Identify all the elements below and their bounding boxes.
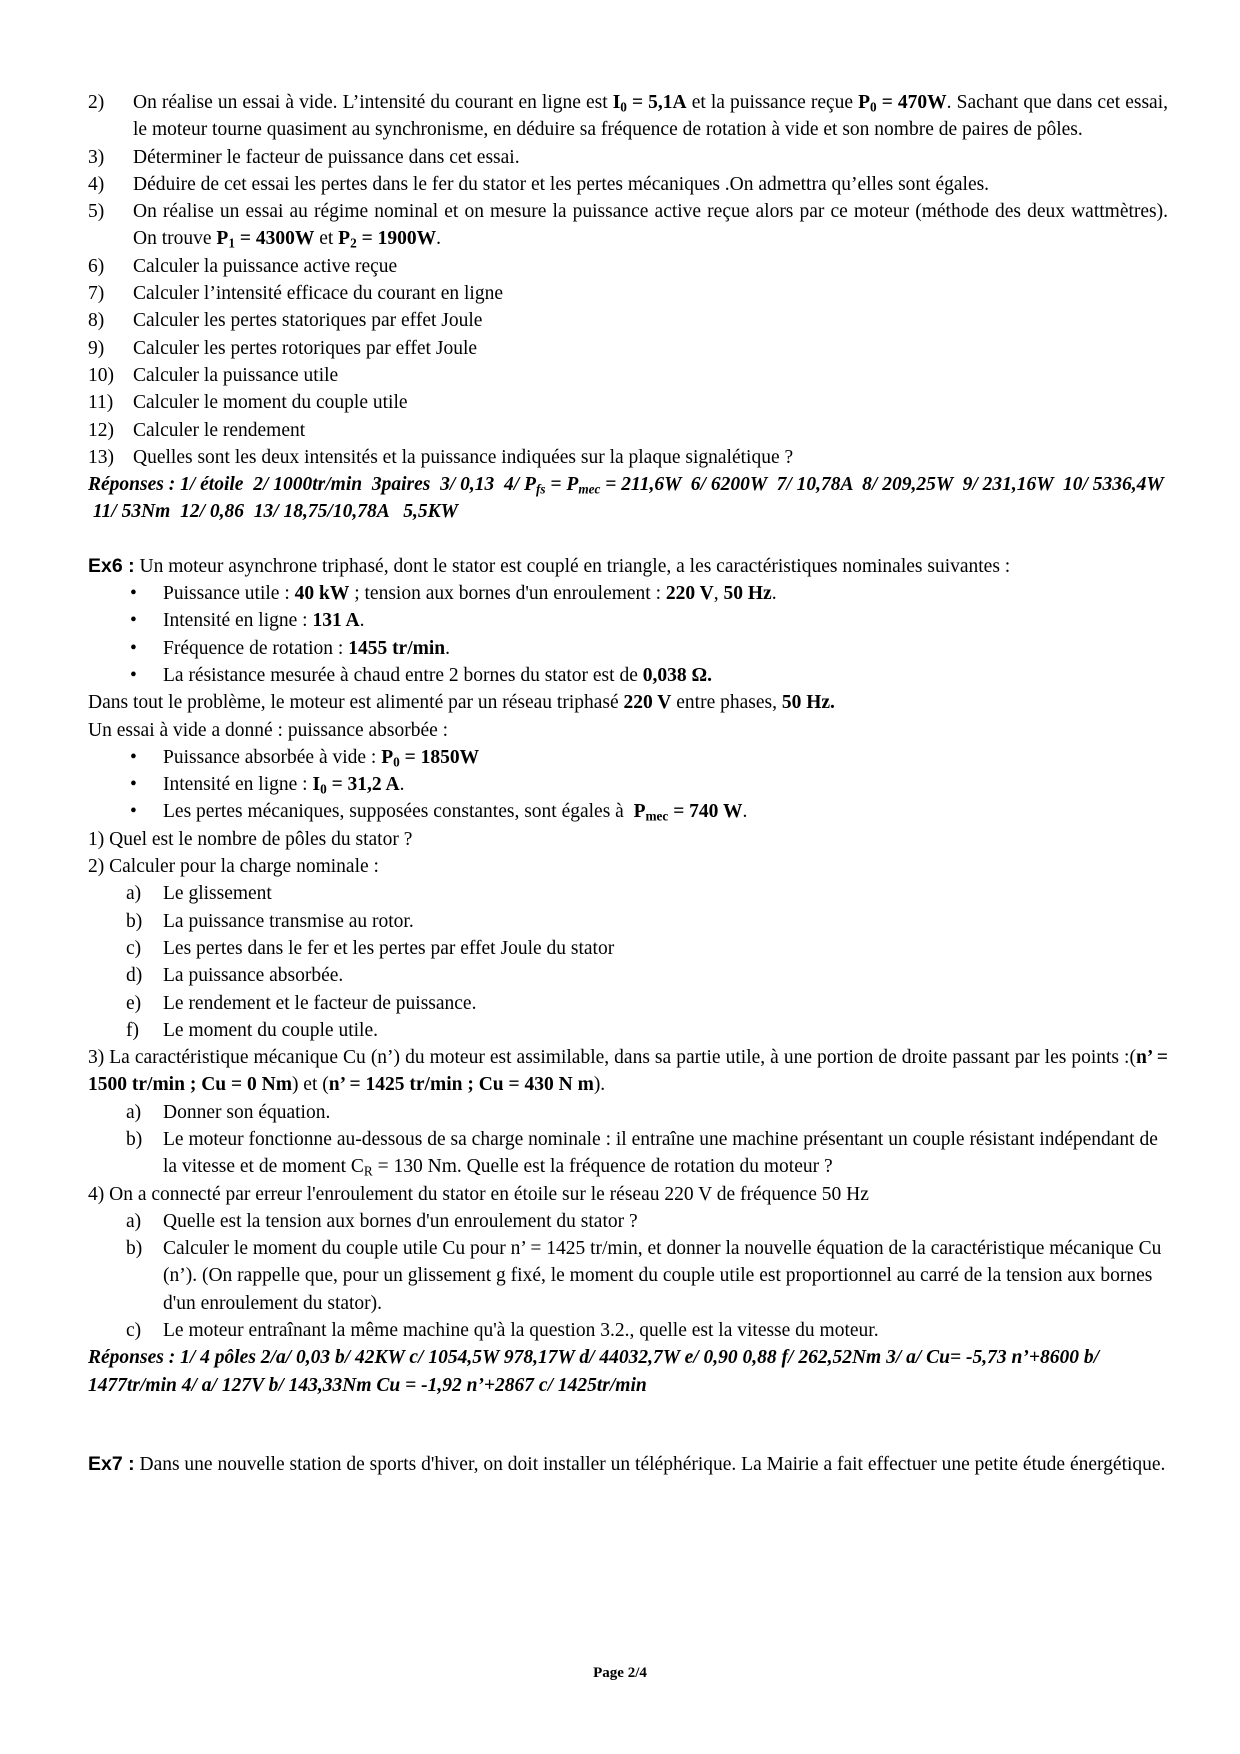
question-7: 7) Calculer l’intensité efficace du courant en ligne: [88, 283, 503, 305]
question-3: 3) Déterminer le facteur de puissance dans cet essai.: [88, 146, 520, 168]
question-11: 11) Calculer le moment du couple utile: [88, 392, 408, 414]
question-12: 12) Calculer le rendement: [88, 419, 306, 441]
ex6-network-line: Dans tout le problème, le moteur est alimenté par un réseau triphasé 220 V entre phases, 50 Hz.: [88, 692, 835, 714]
question-6: 6) Calculer la puissance active reçue: [88, 255, 398, 277]
ex6-label: Ex6 :: [88, 554, 135, 577]
ex6-q4-b: b) Calculer le moment du couple utile Cu pour n’ = 1425 tr/min, et donner la nouvelle équation de la caractéristique mécanique Cu (n’). (On rappelle que, pour un glissement g fixé, le moment du couple utile est proportionnel au carré de la tension aux bornes d'un enroulement du stator).: [126, 1238, 1162, 1314]
ex7-intro: Ex7 : Dans une nouvelle station de sports d'hiver, on doit installer un téléphérique. La Mairie a fait effectuer une petite étude énergétique.: [88, 1452, 1166, 1475]
bullet-icon: •: [130, 583, 137, 605]
question-13: 13) Quelles sont les deux intensités et la puissance indiquées sur la plaque signalétique ?: [88, 446, 794, 468]
question-8: 8) Calculer les pertes statoriques par effet Joule: [88, 310, 483, 332]
ex6-q4-c: c) Le moteur entraînant la même machine qu'à la question 3.2., quelle est la vitesse du moteur.: [126, 1320, 879, 1342]
ex6-q2: 2) Calculer pour la charge nominale :: [88, 856, 379, 878]
ex6-bullet-3: • Fréquence de rotation : 1455 tr/min.: [88, 635, 1168, 662]
ex6-bullet-2: • Intensité en ligne : 131 A.: [88, 607, 1168, 634]
ex6-bullet2-2: • Intensité en ligne : $I_0 = 31,2$ A.: [88, 771, 1168, 798]
ex6-q4-a: a) Quelle est la tension aux bornes d'un enroulement du stator ?: [126, 1210, 638, 1232]
question-5: 5) On réalise un essai au régime nominal et on mesure la puissance active reçue alors par ce moteur (méthode des deux wattmètres). On trouve $P_1 = 4300W$ et $P_2 = 1900W$.: [88, 201, 1168, 251]
bullet-icon: •: [130, 801, 137, 823]
ex6-q3-b: b) Le moteur fonctionne au-dessous de sa charge nominale : il entraîne une machine présentant un couple résistant indépendant de la vitesse et de moment $C_R = 130$ Nm. Quelle est la fréquence de rotation du moteur ?: [126, 1128, 1158, 1179]
bullet-icon: •: [130, 637, 137, 659]
ex6-q2-c: c) Les pertes dans le fer et les pertes par effet Joule du stator: [126, 937, 615, 959]
ex6-q2-d: d) La puissance absorbée.: [126, 965, 344, 987]
document-page: [88, 89, 1168, 1478]
ex6-q3: 3) La caractéristique mécanique Cu (n’) du moteur est assimilable, dans sa partie utile, à une portion de droite passant par les points :(n’ = 1500 tr/min ; Cu = 0 Nm) et (n’ = 1425 tr/min ; Cu = 430 N m).: [88, 1047, 1168, 1096]
ex6-bullet2-3: • Les pertes mécaniques, supposées constantes, sont égales à $P_{mec} = 740$ W.: [88, 798, 1168, 825]
ex6-intro: Ex6 : Un moteur asynchrone triphasé, dont le stator est couplé en triangle, a les caractéristiques nominales suivantes :: [88, 554, 1011, 577]
question-9: 9) Calculer les pertes rotoriques par effet Joule: [88, 337, 478, 359]
bullet-icon: •: [130, 610, 137, 632]
question-4: 4) Déduire de cet essai les pertes dans le fer du stator et les pertes mécaniques .On admettra qu’elles sont égales.: [88, 173, 990, 195]
page-footer: Page 2/4: [593, 1665, 647, 1681]
ex6-q4: 4) On a connecté par erreur l'enroulement du stator en étoile sur le réseau 220 V de fréquence 50 Hz: [88, 1183, 869, 1205]
bullet-icon: •: [130, 664, 137, 686]
ex6-bullet2-1: • Puissance absorbée à vide : $P_0 = 1850W$: [88, 744, 1168, 771]
bullet-icon: •: [130, 774, 137, 796]
ex6-q2-a: a) Le glissement: [126, 883, 272, 905]
ex6-q2-e: e) Le rendement et le facteur de puissance.: [126, 992, 477, 1014]
bullet-icon: •: [130, 746, 137, 768]
question-2: 2) On réalise un essai à vide. L’intensité du courant en ligne est $I_0 = 5,1A$ et la puissance reçue $P_0 = 470W$. Sachant que dans cet essai, le moteur tourne quasiment au synchronisme, en déduire sa fréquence de rotation à vide et son nombre de paires de pôles.: [88, 89, 1168, 144]
question-10: 10) Calculer la puissance utile: [88, 364, 339, 386]
answers-part1: Réponses : 1/ étoile 2/ 1000tr/min 3paires 3/ 0,13 4/ $P_{fs} = P_{mec} = 211,6W$ 6/ 6200W 7/ 10,78A 8/ 209,25W 9/ 231,16W 10/ 5336,4W 11/ 53Nm 12/ 0,86 13/ 18,75/10,78A 5,5KW: [88, 474, 1164, 523]
ex6-q3-a: a) Donner son équation.: [126, 1101, 331, 1123]
ex6-q1: 1) Quel est le nombre de pôles du stator ?: [88, 828, 413, 850]
answers-ex6: Réponses : 1/ 4 pôles 2/a/ 0,03 b/ 42KW c/ 1054,5W 978,17W d/ 44032,7W e/ 0,90 0,88 f/ 262,52Nm 3/ a/ Cu= -5,73 n’+8600 b/ 1477tr/min 4/ a/ 127V b/ 143,33Nm Cu = -1,92 n’+2867 c/ 1425tr/min: [88, 1347, 1100, 1396]
ex6-bullet-4: • La résistance mesurée à chaud entre 2 bornes du stator est de 0,038 Ω.: [88, 662, 1168, 689]
ex7-label: Ex7 :: [88, 1452, 135, 1475]
question-number: 2): [88, 92, 105, 113]
ex6-bullet-1: • Puissance utile : 40 kW ; tension aux bornes d'un enroulement : 220 V, 50 Hz.: [88, 580, 1168, 607]
ex6-noload-line: Un essai à vide a donné : puissance absorbée :: [88, 719, 449, 741]
ex6-q2-b: b) La puissance transmise au rotor.: [126, 910, 414, 932]
ex6-q2-f: f) Le moment du couple utile.: [126, 1019, 378, 1041]
